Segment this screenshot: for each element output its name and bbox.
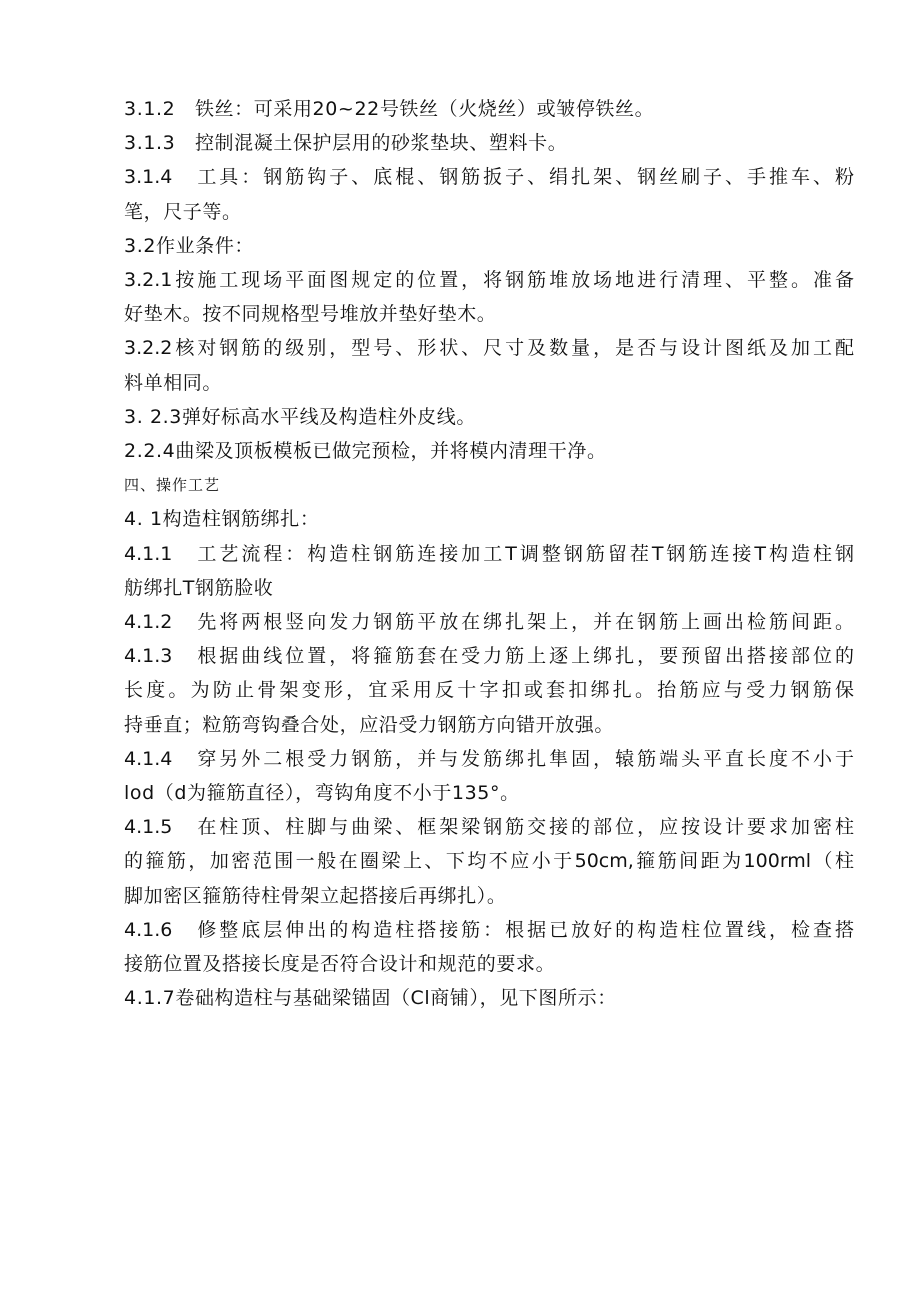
- section-heading: 4. 1构造柱钢筋绑扎：: [124, 508, 320, 531]
- text-line: 持垂直；粒筋弯钩叠合处，应沿受力钢筋方向错开放强。: [124, 713, 615, 736]
- text-line: 料单相同。: [124, 371, 223, 394]
- text-line: 3.1.4 工具：钢筋钩子、底棍、钢筋扳子、绢扎架、钢丝刷子、手推车、粉: [124, 166, 854, 189]
- text-line: 接筋位置及搭接长度是否符合设计和规范的要求。: [124, 953, 556, 976]
- text-line: 4.1.1 工艺流程：构造柱钢筋连接加工T调整钢筋留茬T钢筋连接T构造柱钢: [124, 542, 854, 565]
- text-line: 4.1.5 在柱顶、柱脚与曲梁、框架梁钢筋交接的部位，应按设计要求加密柱: [124, 816, 854, 839]
- chapter-heading: 四、操作工艺: [124, 476, 221, 495]
- section-heading: 3.2作业条件：: [124, 234, 255, 257]
- document-page: [124, 92, 854, 1015]
- text-line: 3.2.1按施工现场平面图规定的位置，将钢筋堆放场地进行清理、平整。准备: [124, 269, 854, 292]
- text-line: 3.1.2 铁丝：可采用20~22号铁丝（火烧丝）或皱停铁丝。: [124, 98, 655, 120]
- text-line: 3.2.2核对钢筋的级别，型号、形状、尺寸及数量，是否与设计图纸及加工配: [124, 337, 854, 360]
- text-line: 4.1.6 修整底层伸出的构造柱搭接筋：根据已放好的构造柱位置线，检查搭: [124, 918, 854, 941]
- text-line: 3.1.3 控制混凝土保护层用的砂浆垫块、塑料卡。: [124, 132, 568, 155]
- text-line: 4.1.7卷础构造柱与基础梁锚固（Cl商铺），见下图所示：: [124, 987, 617, 1010]
- text-line: 的箍筋，加密范围一般在圈梁上、下均不应小于50cm,箍筋间距为100rml（柱: [124, 850, 854, 873]
- text-line: 长度。为防止骨架变形，宜采用反十字扣或套扣绑扎。抬筋应与受力钢筋保: [124, 679, 854, 702]
- text-line: 舫绑扎T钢筋脸收: [124, 576, 274, 599]
- text-line: 2.2.4曲梁及顶板模板已做完预检，并将模内清理干净。: [124, 440, 607, 463]
- text-line: 4.1.3 根据曲线位置，将箍筋套在受力筋上逐上绑扎，要预留出搭接部位的: [124, 645, 854, 668]
- text-line: lod（d为箍筋直径），弯钩角度不小于135°。: [124, 782, 520, 805]
- text-line: 笔，尺子等。: [124, 200, 242, 223]
- text-line: 4.1.4 穿另外二根受力钢筋，并与发筋绑扎隼固，辕筋端头平直长度不小于: [124, 747, 854, 770]
- text-line: 脚加密区箍筋待柱骨架立起搭接后再绑扎）。: [124, 884, 507, 907]
- text-line: 好垫木。按不同规格型号堆放并垫好垫木。: [124, 303, 497, 326]
- text-line: 4.1.2 先将两根竖向发力钢筋平放在绑扎架上，并在钢筋上画出检筋间距。: [124, 611, 854, 634]
- text-line: 3. 2.3弹好标高水平线及构造柱外皮线。: [124, 405, 476, 428]
